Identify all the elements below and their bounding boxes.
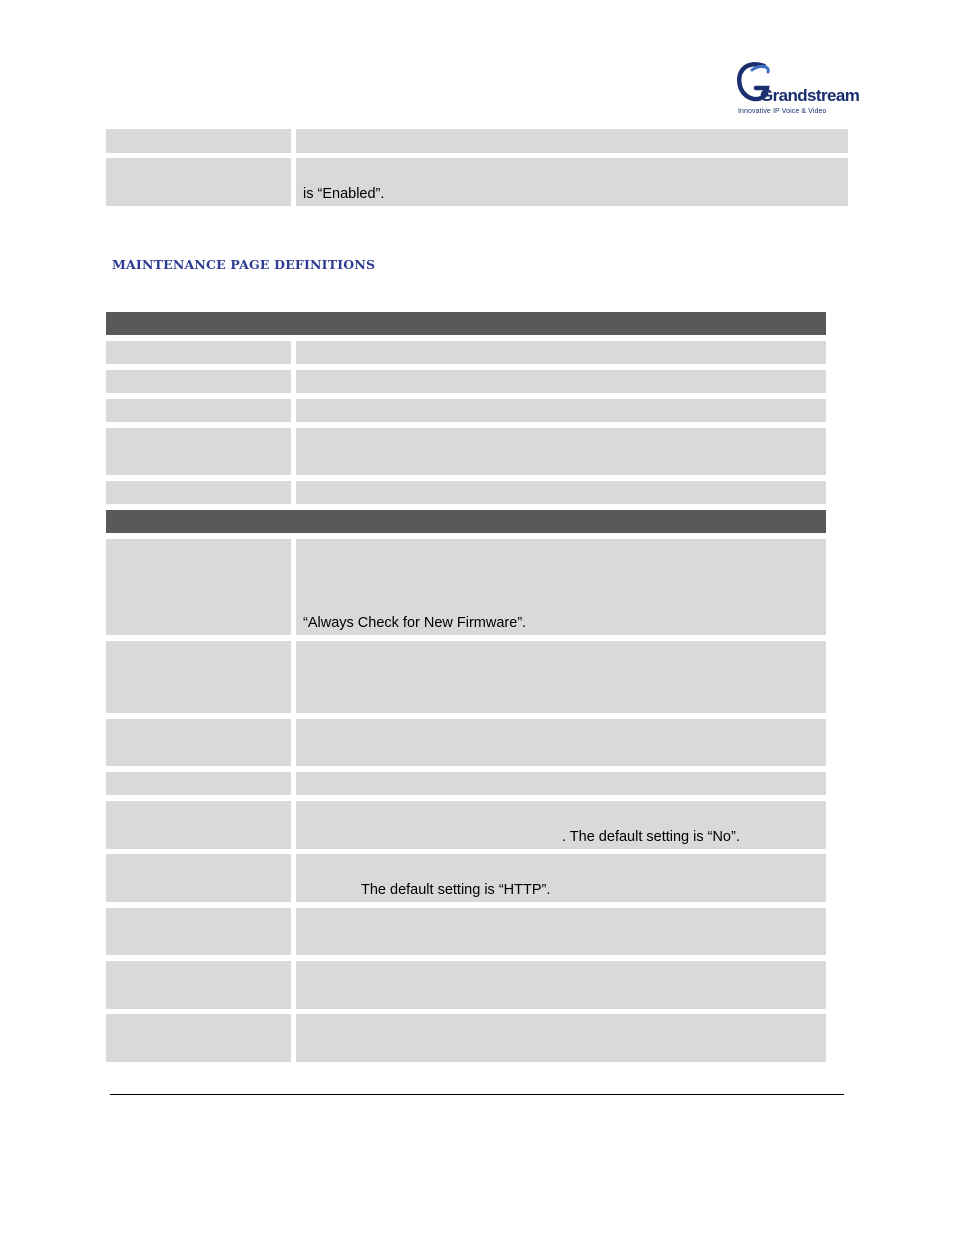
row-label-cell: [106, 539, 291, 635]
logo-wordmark: Grandstream: [760, 86, 860, 105]
row-label-cell: [106, 399, 291, 422]
table-row: [106, 641, 826, 713]
table-group-header: [106, 312, 826, 335]
row-description-cell: [296, 428, 826, 475]
footer-divider: [110, 1094, 844, 1095]
row-description-cell: [296, 1014, 826, 1062]
table-row: [106, 854, 826, 902]
table-row: [106, 908, 826, 955]
section-title: MAINTENANCE PAGE DEFINITIONS: [112, 257, 376, 272]
row-description-cell: [296, 961, 826, 1009]
row-description-cell: [296, 481, 826, 504]
row-description: . The default setting is “No”.: [562, 829, 740, 845]
row-description-cell: [296, 158, 848, 206]
table-row: [106, 961, 826, 1009]
row-label-cell: [106, 370, 291, 393]
row-label-cell: [106, 428, 291, 475]
table-row: [106, 428, 826, 475]
table-row: [106, 719, 826, 766]
row-label-cell: [106, 719, 291, 766]
row-description-cell: [296, 370, 826, 393]
row-description-cell: [296, 129, 848, 153]
row-label-cell: [106, 481, 291, 504]
row-label-cell: [106, 341, 291, 364]
row-description: The default setting is “HTTP”.: [361, 882, 551, 898]
table-row: [106, 539, 826, 635]
row-description-cell: [296, 341, 826, 364]
row-label-cell: [106, 801, 291, 849]
table-row: [106, 772, 826, 795]
row-label-cell: [106, 641, 291, 713]
row-description: is “Enabled”.: [303, 186, 385, 202]
table-row: [106, 341, 826, 364]
table-row: [106, 1014, 826, 1062]
row-label-cell: [106, 908, 291, 955]
top-table-row-1: [106, 129, 848, 153]
row-label-cell: [106, 961, 291, 1009]
row-description-cell: [296, 772, 826, 795]
row-label-cell: [106, 772, 291, 795]
row-description-cell: [296, 854, 826, 902]
grandstream-logo: [734, 60, 860, 120]
row-description-cell: [296, 399, 826, 422]
table-row: [106, 481, 826, 504]
table-row: [106, 801, 826, 849]
row-label-cell: [106, 854, 291, 902]
table-row: [106, 370, 826, 393]
row-description: “Always Check for New Firmware”.: [303, 615, 527, 631]
table-group-header: [106, 510, 826, 533]
row-label-cell: [106, 158, 291, 206]
top-table-row-2: [106, 158, 848, 206]
row-label-cell: [106, 1014, 291, 1062]
row-label-cell: [106, 129, 291, 153]
logo-tagline: Innovative IP Voice & Video: [738, 108, 827, 115]
row-description-cell: [296, 539, 826, 635]
row-description-cell: [296, 801, 826, 849]
grandstream-logo-mark: [734, 60, 860, 110]
table-row: [106, 399, 826, 422]
row-description-cell: [296, 641, 826, 713]
row-description-cell: [296, 719, 826, 766]
row-description-cell: [296, 908, 826, 955]
